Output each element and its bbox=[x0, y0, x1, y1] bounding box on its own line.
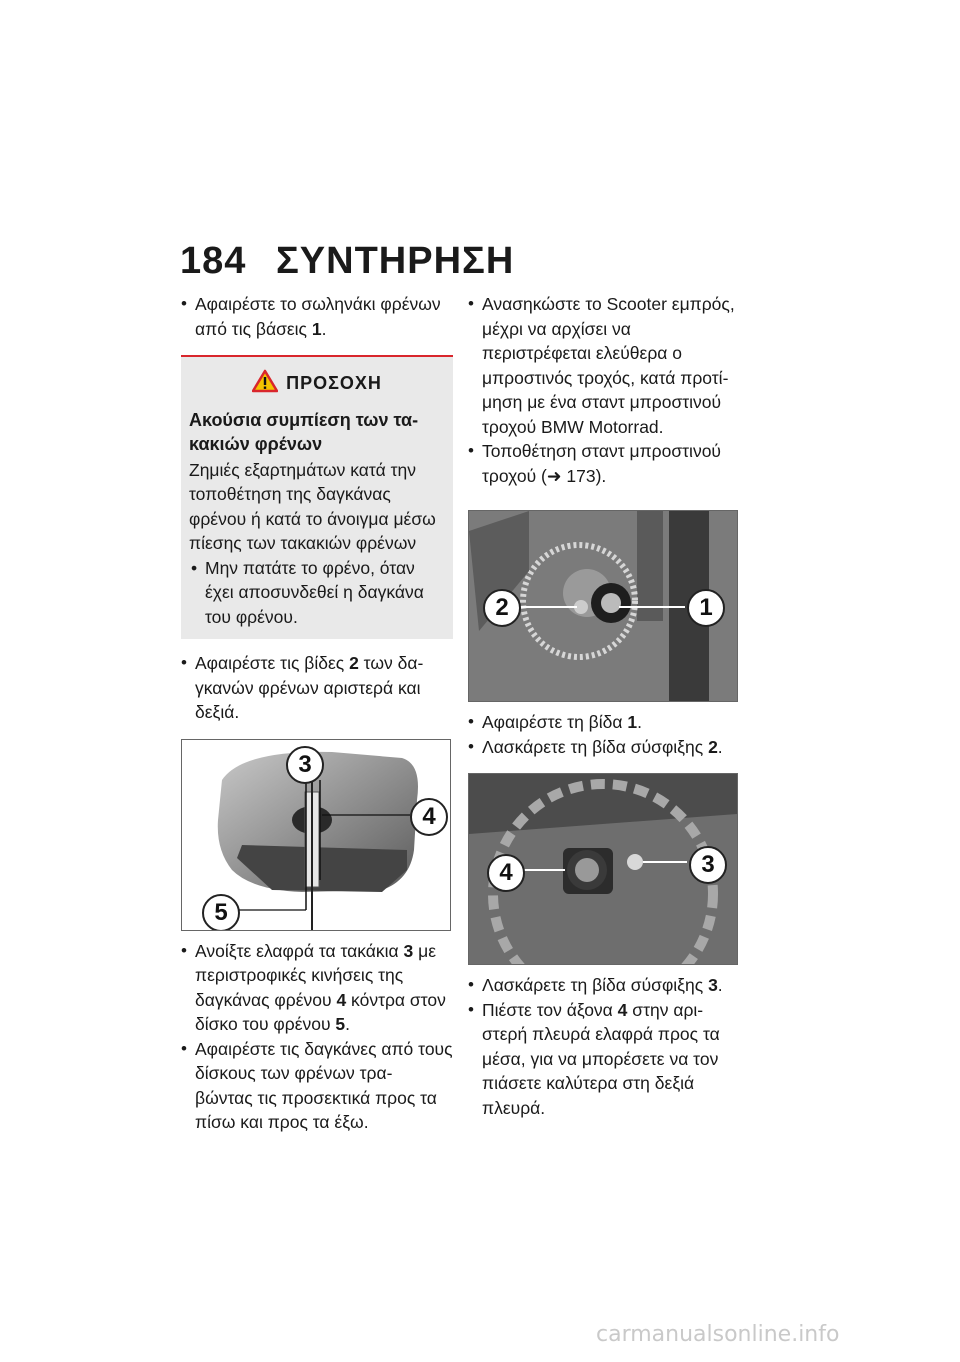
callout-1: 1 bbox=[687, 589, 725, 627]
figure-brake-caliper bbox=[181, 739, 451, 931]
step-remove-caliper-bolts: • Αφαιρέστε τις βίδες 2 των δα- γκανών φρένων αριστερά και δεξιά. bbox=[181, 651, 453, 725]
step-remove-bolt-1: • Αφαιρέστε τη βίδα 1. bbox=[468, 710, 738, 735]
step-remove-brake-line: • Αφαιρέστε το σωληνάκι φρένων από τις βάσεις 1. bbox=[181, 292, 453, 341]
step-open-pads: • Ανοίξτε ελαφρά τα τακάκια 3 με περιστροφικές κινήσεις της δαγκάνας φρένου 4 κόντρα στον δίσκο του φρένου 5. bbox=[181, 939, 453, 1037]
warning-label: ΠΡΟΣΟΧΗ bbox=[286, 373, 382, 393]
warning-instruction: • Μην πατάτε το φρένο, όταν έχει αποσυνδεθεί η δαγκάνα του φρένου. bbox=[189, 556, 445, 630]
warning-box bbox=[181, 355, 453, 639]
warning-header bbox=[189, 369, 445, 396]
warning-body: Ζημιές εξαρτημάτων κατά την τοποθέτηση της δαγκάνας φρένου ή κατά το άνοιγμα μέσω πίεσης των τακακιών φρένων bbox=[189, 459, 436, 553]
left-column bbox=[181, 292, 453, 1135]
callout-4: 4 bbox=[410, 798, 448, 836]
callout-5: 5 bbox=[202, 894, 240, 931]
step-loosen-bolt-3: • Λασκάρετε τη βίδα σύσφιξης 3. bbox=[468, 973, 738, 998]
step-push-axle: • Πιέστε τον άξονα 4 στην αρι- στερή πλευρά ελαφρά προς τα μέσα, για να μπορέσετε να τον πιάσετε καλύτερα στη δεξιά πλευρά. bbox=[468, 998, 738, 1121]
page-header bbox=[180, 240, 514, 283]
step-loosen-bolt-2: • Λασκάρετε τη βίδα σύσφιξης 2. bbox=[468, 735, 738, 760]
warning-triangle-icon bbox=[252, 369, 278, 393]
callout-2: 2 bbox=[483, 589, 521, 627]
arrow-ref-icon: ➜ bbox=[546, 465, 567, 486]
warning-title: Ακούσια συμπίεση των τα- κακιών φρένων bbox=[189, 409, 419, 454]
figure-axle-clamp bbox=[468, 773, 738, 965]
page-number: 184 bbox=[180, 240, 247, 282]
figure-wheel-axle-bolts bbox=[468, 510, 738, 702]
callout-3b: 3 bbox=[689, 846, 727, 884]
step-remove-calipers: • Αφαιρέστε τις δαγκάνες από τους δίσκους των φρένων τρα- βώντας τις προσεκτικά προς τα πίσω και προς τα έξω. bbox=[181, 1037, 453, 1135]
right-column bbox=[468, 292, 738, 1120]
step-lift-scooter: • Ανασηκώστε το Scooter εμπρός, μέχρι να αρχίσει να περιστρέφεται ελεύθερα ο μπροστινός τροχός, κατά προτί- μηση με ένα σταντ μπροστινού τροχού BMW Motorrad. bbox=[468, 292, 738, 439]
callout-4b: 4 bbox=[487, 854, 525, 892]
section-title: ΣΥΝΤΗΡΗΣΗ bbox=[276, 240, 515, 282]
step-place-stand: • Τοποθέτηση σταντ μπροστινού τροχού (➜ 173). bbox=[468, 439, 738, 488]
callout-3: 3 bbox=[286, 746, 324, 784]
watermark: carmanualsonline.info bbox=[596, 1322, 840, 1347]
